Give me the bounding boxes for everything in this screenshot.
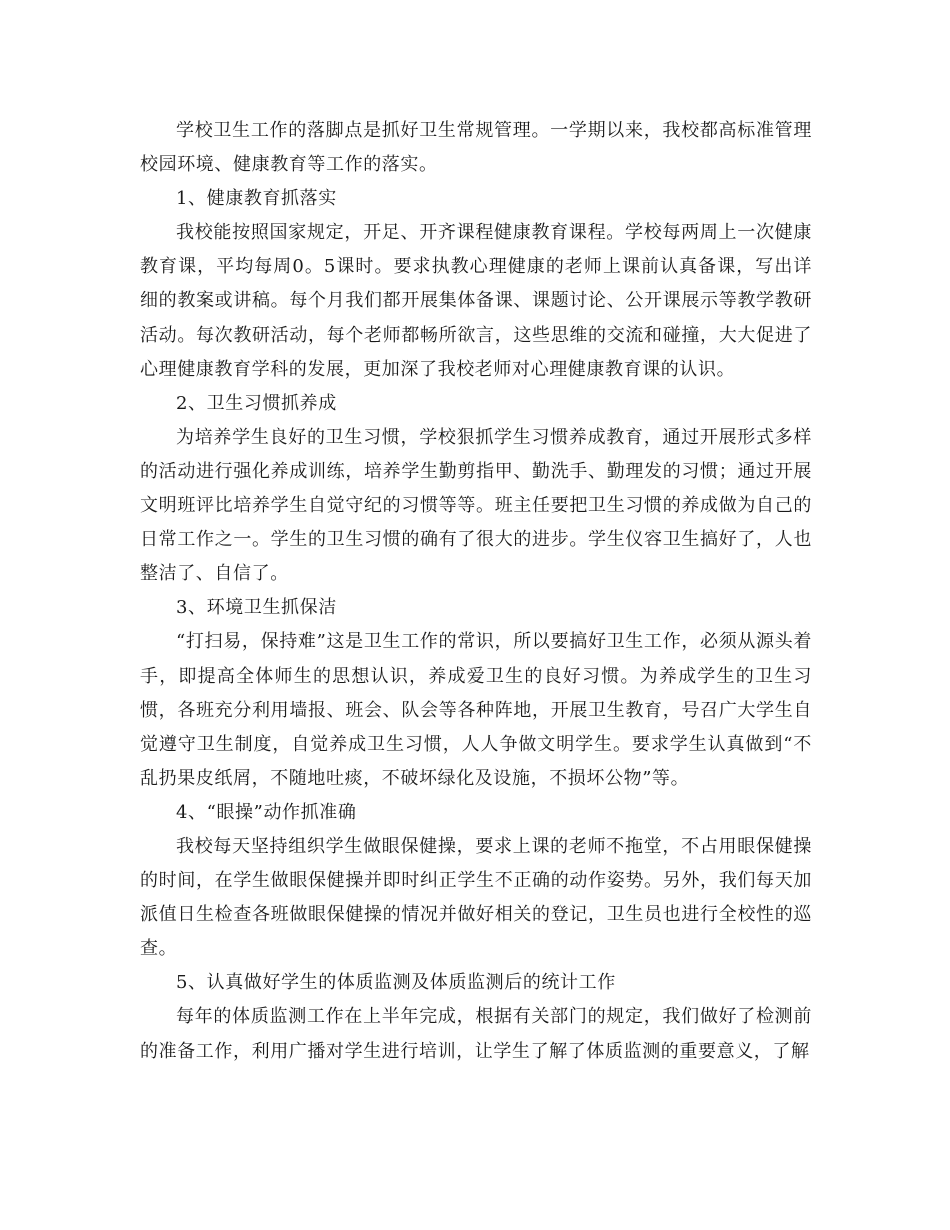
section-heading-5: 5、认真做好学生的体质监测及体质监测后的统计工作 (176, 972, 616, 994)
section-heading-1: 1、健康教育抓落实 (176, 188, 337, 210)
paragraph-physical-monitoring: 每年的体质监测工作在上半年完成，根据有关部门的规定，我们做好了检测前的准备工作，利用广播对学生进行培训，让学生了解了体质监测的重要意义，了解 (140, 1006, 812, 1062)
section-heading-2: 2、卫生习惯抓养成 (176, 392, 337, 414)
paragraph-hygiene-habits: 为培养学生良好的卫生习惯，学校狠抓学生习惯养成教育，通过开展形式多样的活动进行强化养成训练，培养学生勤剪指甲、勤洗手、勤理发的习惯；通过开展文明班评比培养学生自觉守纪的习惯等等。班主任要把卫生习惯的养成做为自己的日常工作之一。学生的卫生习惯的确有了很大的进步。学生仪容卫生搞好了，人也整洁了、自信了。 (140, 426, 812, 585)
section-heading-3: 3、环境卫生抓保洁 (176, 597, 337, 619)
paragraph-eye-exercises: 我校每天坚持组织学生做眼保健操，要求上课的老师不拖堂，不占用眼保健操的时间，在学生做眼保健操并即时纠正学生不正确的动作姿势。另外，我们每天加派值日生检查各班做眼保健操的情况并做好相关的登记，卫生员也进行全校性的巡查。 (140, 835, 812, 960)
paragraph-intro: 学校卫生工作的落脚点是抓好卫生常规管理。一学期以来，我校都高标准管理校园环境、健康教育等工作的落实。 (140, 120, 812, 176)
paragraph-health-education: 我校能按照国家规定，开足、开齐课程健康教育课程。学校每两周上一次健康教育课，平均每周0。5课时。要求执教心理健康的老师上课前认真备课，写出详细的教案或讲稿。每个月我们都开展集体备课、课题讨论、公开课展示等教学教研活动。每次教研活动，每个老师都畅所欲言，这些思维的交流和碰撞，大大促进了心理健康教育学科的发展，更加深了我校老师对心理健康教育课的认识。 (140, 222, 812, 380)
paragraph-environment: “打扫易，保持难”这是卫生工作的常识，所以要搞好卫生工作，必须从源头着手，即提高全体师生的思想认识，养成爱卫生的良好习惯。为养成学生的卫生习惯，各班充分利用墙报、班会、队会等各种阵地，开展卫生教育，号召广大学生自觉遵守卫生制度，自觉养成卫生习惯，人人争做文明学生。要求学生认真做到“不乱扔果皮纸屑，不随地吐痰，不破坏绿化及设施，不损坏公物”等。 (140, 631, 812, 789)
document-body (140, 114, 812, 1069)
section-heading-4: 4、“眼操”动作抓准确 (176, 801, 357, 823)
